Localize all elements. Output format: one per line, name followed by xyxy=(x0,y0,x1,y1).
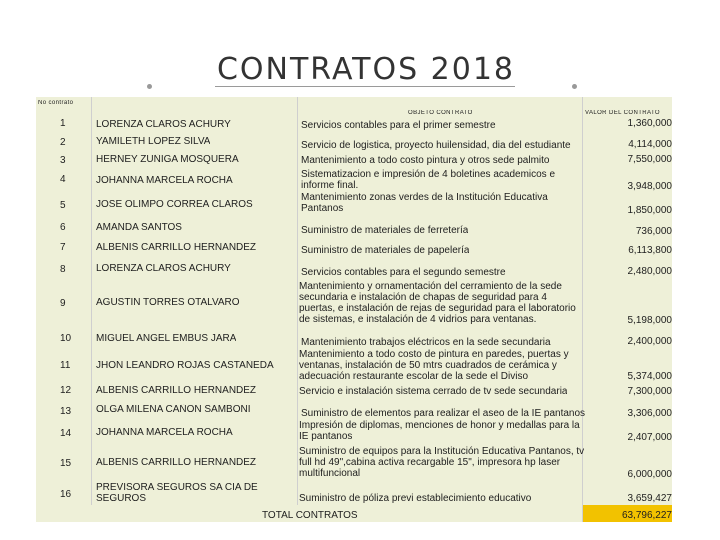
contract-object: Servicios contables para el segundo semestre xyxy=(301,267,506,278)
contract-object: Mantenimiento trabajos eléctricos en la sede secundaria xyxy=(301,337,551,348)
contract-object: Mantenimiento a todo costo de pintura en paredes, puertas y ventanas, instalación de 50 mtrs cuadrados de cerámica y adecuación restaurante escolar de la sede el Diviso xyxy=(299,349,569,382)
column-divider xyxy=(91,97,92,505)
contract-object: Impresión de diplomas, menciones de honor y medallas para la IE pantanos xyxy=(299,420,580,442)
contractor-name: JOHANNA MARCELA ROCHA xyxy=(96,427,233,438)
contractor-name: LORENZA CLAROS ACHURY xyxy=(96,263,231,274)
contractor-name: JOHANNA MARCELA ROCHA xyxy=(96,175,233,186)
row-number: 13 xyxy=(60,406,72,417)
contractor-name: OLGA MILENA CAÑON SAMBONI xyxy=(96,404,251,415)
row-number: 2 xyxy=(60,137,66,148)
contract-value: 2,400,000 xyxy=(627,336,672,347)
total-label: TOTAL CONTRATOS xyxy=(262,510,358,521)
contractor-name: MIGUEL ANGEL EMBUS JARA xyxy=(96,333,237,344)
row-number: 16 xyxy=(60,489,72,500)
row-number: 10 xyxy=(60,333,72,344)
contractor-name: AGUSTIN TORRES OTALVARO xyxy=(96,297,240,308)
contract-object: Suministro de materiales de papelería xyxy=(301,245,470,256)
row-number: 14 xyxy=(60,428,72,439)
row-number: 9 xyxy=(60,298,66,309)
contract-value: 1,360,000 xyxy=(627,118,672,129)
row-number: 1 xyxy=(60,118,66,129)
contract-object: Servicio e instalación sistema cerrado de tv sede secundaria xyxy=(299,386,568,397)
column-divider xyxy=(297,97,298,505)
contract-value: 4,114,000 xyxy=(628,139,672,150)
contract-object: Mantenimiento a todo costo pintura y otros sede palmito xyxy=(301,155,550,166)
contract-object: Suministro de materiales de ferretería xyxy=(301,225,469,236)
contractor-name: YAMILETH LOPEZ SILVA xyxy=(96,136,211,147)
contract-value: 6,113,800 xyxy=(628,245,672,256)
contractor-name: PREVISORA SEGUROS SA CIA DE SEGUROS xyxy=(96,482,258,504)
contract-object: Suministro de equipos para la Institución Educativa Pantanos, tv full hd 49",cabina activa recargable 15", impresora hp laser multifuncional xyxy=(299,446,585,479)
row-number: 8 xyxy=(60,264,66,275)
header-objeto: OBJETO CONTRATO xyxy=(408,110,473,116)
row-number: 3 xyxy=(60,155,66,166)
header-no-contrato: No contrato xyxy=(38,100,74,106)
contract-value: 3,306,000 xyxy=(627,408,672,419)
row-number: 5 xyxy=(60,200,66,211)
contract-object: Servicios contables para el primer semestre xyxy=(301,120,496,131)
row-number: 7 xyxy=(60,242,66,253)
row-number: 6 xyxy=(60,222,66,233)
contract-object: Mantenimiento zonas verdes de la Institución Educativa Pantanos xyxy=(301,192,548,214)
total-value: 63,796,227 xyxy=(621,510,672,521)
row-number: 4 xyxy=(60,174,66,185)
header-valor: VALOR DEL CONTRATO xyxy=(585,110,660,116)
contract-value: 1,850,000 xyxy=(627,205,672,216)
contract-value: 5,198,000 xyxy=(627,315,672,326)
contract-value: 7,300,000 xyxy=(627,386,672,397)
row-number: 12 xyxy=(60,385,72,396)
row-number: 11 xyxy=(60,360,71,371)
page-title: CONTRATOS 2018 xyxy=(216,52,515,87)
contractor-name: HERNEY ZUÑIGA MOSQUERA xyxy=(96,154,239,165)
contract-object: Sistematizacion e impresión de 4 boletines academicos e informe final. xyxy=(301,169,556,191)
contract-object: Suministro de póliza previ establecimiento educativo xyxy=(299,493,532,504)
contract-value: 736,000 xyxy=(635,226,672,237)
contractor-name: LORENZA CLAROS ACHURY xyxy=(96,119,231,130)
contract-value: 3,659,427 xyxy=(627,493,672,504)
contract-value: 2,407,000 xyxy=(627,432,672,443)
title-underline xyxy=(215,86,515,87)
contract-object: Mantenimiento y ornamentación del cerramiento de la sede secundaria e instalación de chapas de seguridad para 4 puertas, e instalación de rejas de seguridad para el laboratorio de sistemas, e instalación de 4 vidrios para ventanas. xyxy=(299,281,576,325)
contract-object: Servicio de logistica, proyecto huilensidad, dia del estudiante xyxy=(301,140,571,151)
contractor-name: ALBENIS CARRILLO HERNANDEZ xyxy=(96,242,257,253)
contract-value: 7,550,000 xyxy=(627,154,672,165)
contract-value: 3,948,000 xyxy=(627,181,672,192)
contractor-name: AMANDA SANTOS xyxy=(96,222,182,233)
contract-value: 2,480,000 xyxy=(627,266,672,277)
contractor-name: ALBENIS CARRILLO HERNANDEZ xyxy=(96,385,257,396)
contract-object: Suministro de elementos para realizar el aseo de la IE pantanos xyxy=(301,408,586,419)
contractor-name: JOSE OLIMPO CORREA CLAROS xyxy=(96,199,253,210)
contractor-name: ALBENIS CARRILLO HERNANDEZ xyxy=(96,457,257,468)
contract-value: 5,374,000 xyxy=(627,371,672,382)
contractor-name: JHON LEANDRO ROJAS CASTAÑEDA xyxy=(96,360,274,371)
contract-value: 6,000,000 xyxy=(627,469,672,480)
row-number: 15 xyxy=(60,458,72,469)
